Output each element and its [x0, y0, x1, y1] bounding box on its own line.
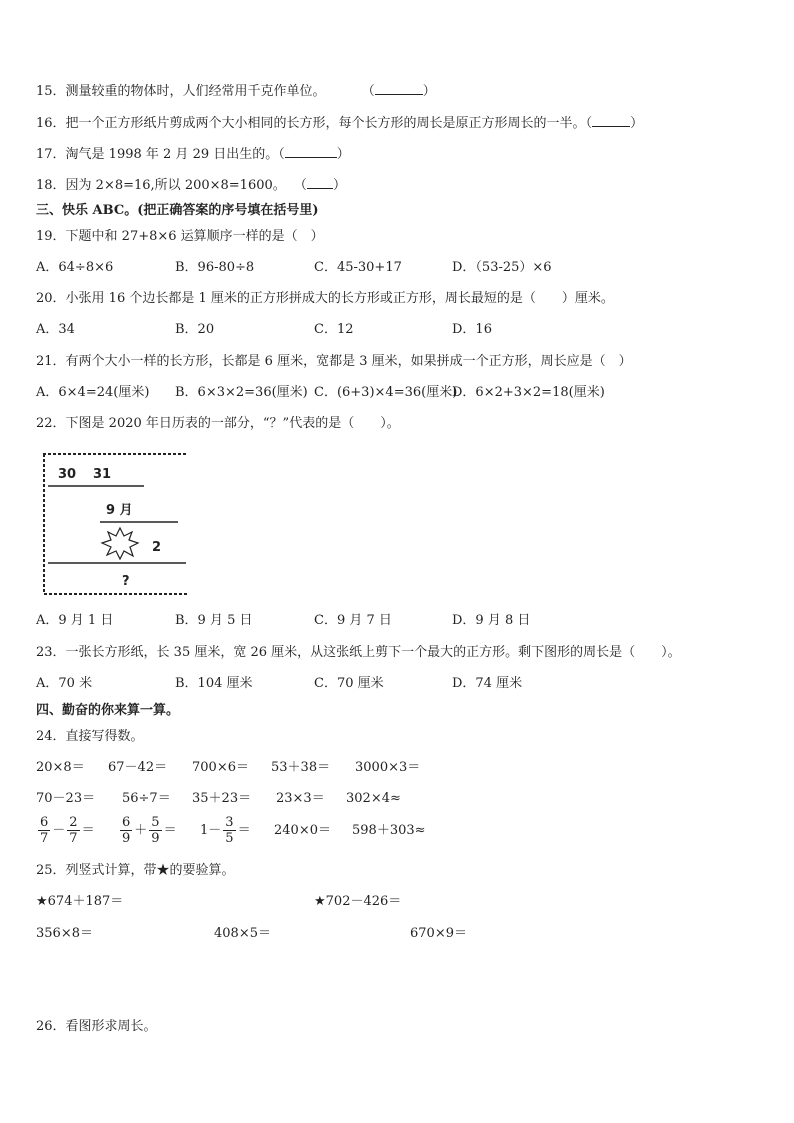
question-21 — [36, 353, 632, 371]
numerator: 2 — [69, 815, 78, 830]
question-23 — [36, 644, 681, 662]
operator: － — [52, 823, 66, 838]
calendar-day-31: 31 — [93, 467, 112, 482]
calc-item[interactable]: 302×4≈ — [346, 791, 401, 806]
question-text: 小张用 16 个边长都是 1 厘米的正方形拼成大的长方形或正方形，周长最短的是（ ）厘米。 — [65, 291, 614, 306]
option-c[interactable]: C．9 月 7 日 — [314, 613, 392, 628]
question-16 — [36, 114, 643, 133]
option-d[interactable]: D．16 — [452, 322, 492, 337]
equals: ＝ — [163, 823, 177, 838]
leading-term: 1－ — [200, 823, 222, 838]
question-number: 19． — [36, 229, 66, 244]
calc-item[interactable]: 53＋38＝ — [271, 760, 331, 775]
question-text: 一张长方形纸，长 35 厘米，宽 26 厘米，从这张纸上剪下一个最大的正方形。剩下图形的周长是（ ）。 — [65, 645, 681, 660]
fraction-calc-1[interactable] — [36, 814, 95, 848]
calc-item[interactable]: 56÷7＝ — [122, 791, 171, 806]
fraction — [223, 815, 235, 846]
vertical-calc-item[interactable]: ★674＋187＝ — [36, 894, 124, 909]
calc-item[interactable]: 23×3＝ — [276, 791, 325, 806]
answer-blank[interactable] — [285, 145, 337, 158]
vertical-calc-item[interactable]: 408×5＝ — [214, 926, 271, 941]
denominator: 9 — [151, 831, 160, 846]
option-c[interactable]: C．70 厘米 — [314, 676, 384, 691]
answer-blank[interactable] — [307, 176, 333, 189]
answer-paren-close: ） — [422, 84, 436, 99]
question-text: 列竖式计算，带★的要验算。 — [65, 863, 235, 878]
option-a[interactable]: A．64÷8×6 — [36, 260, 114, 275]
question-number: 24． — [36, 729, 66, 744]
question-15 — [36, 82, 436, 101]
question-24 — [36, 728, 144, 746]
denominator: 7 — [40, 831, 49, 846]
starburst-icon — [102, 528, 138, 559]
numerator: 3 — [225, 815, 234, 830]
option-b[interactable]: B．104 厘米 — [175, 676, 253, 691]
fraction — [149, 815, 161, 846]
operator: ＋ — [134, 823, 148, 838]
question-17 — [36, 145, 350, 164]
option-c[interactable]: C．45-30+17 — [314, 260, 402, 275]
question-text: 直接写得数。 — [65, 729, 144, 744]
fraction-calc-3[interactable] — [200, 814, 251, 848]
numerator: 6 — [122, 815, 131, 830]
fraction — [67, 815, 79, 846]
option-a[interactable]: A．9 月 1 日 — [36, 613, 114, 628]
denominator: 5 — [225, 831, 234, 846]
question-26 — [36, 1018, 157, 1036]
answer-blank[interactable] — [592, 114, 630, 127]
answer-paren-close: ） — [332, 178, 346, 193]
equals: ＝ — [237, 823, 251, 838]
question-text: 把一个正方形纸片剪成两个大小相同的长方形，每个长方形的周长是原正方形周长的一半。 — [65, 116, 586, 131]
question-number: 26． — [36, 1019, 66, 1034]
vertical-calc-item[interactable]: 356×8＝ — [36, 926, 93, 941]
option-a[interactable]: A．70 米 — [36, 676, 93, 691]
question-number: 16． — [36, 116, 66, 131]
answer-paren-close: ） — [336, 147, 350, 162]
numerator: 6 — [40, 815, 49, 830]
option-b[interactable]: B．9 月 5 日 — [175, 613, 253, 628]
question-22 — [36, 415, 400, 433]
answer-blank[interactable] — [375, 82, 423, 95]
option-a[interactable]: A．34 — [36, 322, 75, 337]
option-b[interactable]: B．20 — [175, 322, 215, 337]
answer-paren-close: ） — [630, 116, 644, 131]
question-number: 15． — [36, 84, 66, 99]
option-d[interactable]: D．9 月 8 日 — [452, 613, 531, 628]
fraction — [120, 815, 132, 846]
question-18 — [36, 176, 346, 195]
calendar-day-30: 30 — [58, 467, 77, 482]
calc-item[interactable]: 240×0＝ — [274, 823, 331, 838]
section-heading-3: 三、快乐 ABC。(把正确答案的序号填在括号里) — [36, 203, 319, 218]
question-number: 21． — [36, 354, 66, 369]
question-text: 下题中和 27+8×6 运算顺序一样的是（ ） — [65, 229, 324, 244]
answer-paren-open: （ — [278, 147, 285, 162]
calc-item[interactable]: 20×8＝ — [36, 760, 85, 775]
question-number: 25． — [36, 863, 66, 878]
question-19 — [36, 228, 324, 246]
question-25 — [36, 862, 235, 880]
question-text: 下图是 2020 年日历表的一部分，“？”代表的是（ ）。 — [65, 416, 400, 431]
calc-item[interactable]: 67－42＝ — [108, 760, 168, 775]
question-text: 因为 2×8=16,所以 200×8=1600。 — [65, 178, 286, 193]
question-text: 有两个大小一样的长方形，长都是 6 厘米，宽都是 3 厘米，如果拼成一个正方形，周长应是（ ） — [65, 354, 632, 369]
option-b[interactable]: B．96-80÷8 — [175, 260, 255, 275]
option-c[interactable]: C．(6+3)×4=36(厘米) — [314, 385, 458, 400]
option-d[interactable]: D．6×2+3×2=18(厘米) — [452, 385, 605, 400]
answer-paren-open: （ — [361, 84, 375, 99]
fraction — [38, 815, 50, 846]
question-number: 17． — [36, 147, 66, 162]
question-number: 23． — [36, 645, 66, 660]
calc-item[interactable]: 3000×3＝ — [355, 760, 421, 775]
option-d[interactable]: D．74 厘米 — [452, 676, 523, 691]
calendar-day-2: 2 — [152, 540, 162, 555]
answer-paren-open: （ — [585, 116, 593, 131]
question-text: 看图形求周长。 — [65, 1019, 157, 1034]
question-number: 20． — [36, 291, 66, 306]
denominator: 9 — [122, 831, 131, 846]
vertical-calc-item[interactable]: ★702－426＝ — [314, 894, 402, 909]
section-heading-4: 四、勤奋的你来算一算。 — [36, 703, 180, 718]
question-20 — [36, 290, 614, 308]
denominator: 7 — [69, 831, 78, 846]
calc-item[interactable]: 700×6＝ — [192, 760, 249, 775]
question-number: 22． — [36, 416, 66, 431]
numerator: 5 — [151, 815, 160, 830]
answer-paren-open: （ — [293, 178, 307, 193]
calendar-figure — [38, 448, 192, 600]
question-number: 18． — [36, 178, 66, 193]
option-b[interactable]: B．6×3×2=36(厘米) — [175, 385, 308, 400]
equals: ＝ — [81, 823, 95, 838]
question-text: 淘气是 1998 年 2 月 29 日出生的。 — [65, 147, 279, 162]
calc-item[interactable]: 70－23＝ — [36, 791, 96, 806]
calendar-unknown-day: ? — [122, 574, 130, 589]
calc-item[interactable]: 598＋303≈ — [352, 823, 426, 838]
question-text: 测量较重的物体时，人们经常用千克作单位。 — [65, 84, 326, 99]
fraction-calc-2[interactable] — [118, 814, 177, 848]
option-c[interactable]: C．12 — [314, 322, 354, 337]
option-a[interactable]: A．6×4=24(厘米) — [36, 385, 150, 400]
calendar-month-label: 9 月 — [106, 503, 133, 518]
calc-item[interactable]: 35＋23＝ — [192, 791, 252, 806]
vertical-calc-item[interactable]: 670×9＝ — [410, 926, 467, 941]
option-d[interactable]: D．（53-25）×6 — [452, 260, 552, 275]
